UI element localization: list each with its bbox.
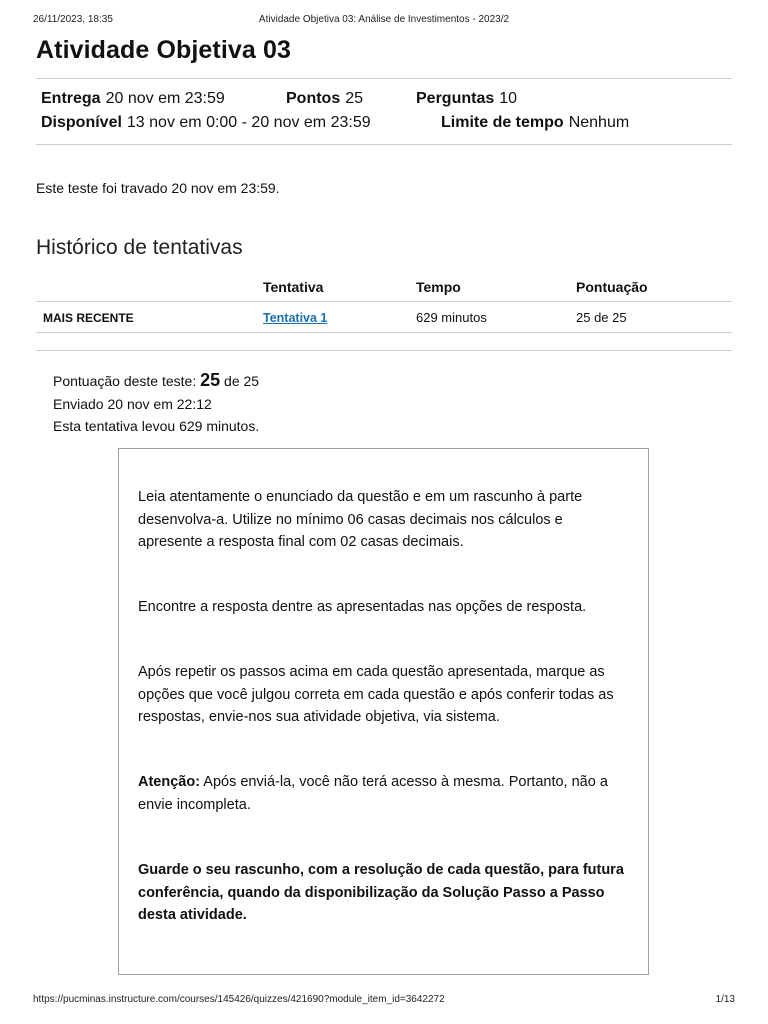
questions-count <box>416 90 517 108</box>
instructions-paragraph-5: Guarde o seu rascunho, com a resolução de cada questão, para futura conferência, quando da disponibilização da Solução Passo a Passo desta atividade. <box>138 862 624 923</box>
attempt-score: 25 de 25 <box>576 302 732 333</box>
submitted-date: Enviado 20 nov em 22:12 <box>53 396 212 412</box>
instructions-paragraph-2: Encontre a resposta dentre as apresentadas nas opções de resposta. <box>138 599 587 615</box>
time-limit-label: Limite de tempo <box>441 114 564 131</box>
print-date: 26/11/2023, 18:35 <box>33 14 113 25</box>
score-label: Pontuação deste teste: <box>53 373 197 389</box>
due-date <box>41 90 225 108</box>
quiz-score <box>53 370 259 391</box>
divider <box>36 78 732 79</box>
attention-label: Atenção: <box>138 774 201 790</box>
available-label: Disponível <box>41 114 122 131</box>
time-limit <box>441 114 629 132</box>
availability <box>41 114 371 132</box>
column-header-time: Tempo <box>416 272 576 302</box>
divider <box>36 350 732 351</box>
instructions-paragraph-4 <box>138 771 628 816</box>
available-value: 13 nov em 0:00 - 20 nov em 23:59 <box>126 114 371 131</box>
page-title: Atividade Objetiva 03 <box>36 36 291 64</box>
instructions-paragraph-1: Leia atentamente o enunciado da questão e em um rascunho à parte desenvolva-a. Utilize no mínimo 06 casas decimais nos cálculos e apresente a resposta final com 02 casas decimais. <box>138 489 583 550</box>
print-header <box>33 14 735 30</box>
print-document-title: Atividade Objetiva 03: Análise de Investimentos - 2023/2 <box>258 14 510 25</box>
column-header-score: Pontuação <box>576 272 732 302</box>
table-row <box>36 302 732 333</box>
questions-value: 10 <box>499 90 518 107</box>
questions-label: Perguntas <box>416 90 495 107</box>
score-total: de 25 <box>224 373 260 389</box>
attempt-time: 629 minutos <box>416 302 576 333</box>
attempt-1-link[interactable]: Tentativa 1 <box>263 310 328 325</box>
quiz-locked-message: Este teste foi travado 20 nov em 23:59. <box>36 180 280 196</box>
score-value: 25 <box>200 370 221 390</box>
table-header-row <box>36 272 732 302</box>
divider <box>36 144 732 145</box>
attention-text: Após enviá-la, você não terá acesso à mesma. Portanto, não a envie incompleta. <box>138 774 608 813</box>
instructions-box <box>118 448 649 975</box>
most-recent-label: MAIS RECENTE <box>43 310 134 325</box>
print-url: https://pucminas.instructure.com/courses/145426/quizzes/421690?module_item_id=3642272 <box>33 994 445 1005</box>
attempt-history-title: Histórico de tentativas <box>36 236 243 259</box>
column-header-attempt: Tentativa <box>263 272 416 302</box>
time-limit-value: Nenhum <box>568 114 630 131</box>
attempt-history-table <box>36 272 732 333</box>
column-header-label <box>36 272 263 302</box>
attempt-duration: Esta tentativa levou 629 minutos. <box>53 418 260 434</box>
print-page-number: 1/13 <box>715 994 735 1005</box>
points <box>286 90 363 108</box>
points-label: Pontos <box>286 90 341 107</box>
print-footer <box>33 994 735 1008</box>
due-label: Entrega <box>41 90 101 107</box>
instructions-paragraph-3: Após repetir os passos acima em cada questão apresentada, marque as opções que você julgou correta em cada questão e após conferir todas as respostas, envie-nos sua atividade objetiva, via sistema. <box>138 664 614 725</box>
due-value: 20 nov em 23:59 <box>105 90 225 107</box>
points-value: 25 <box>345 90 364 107</box>
